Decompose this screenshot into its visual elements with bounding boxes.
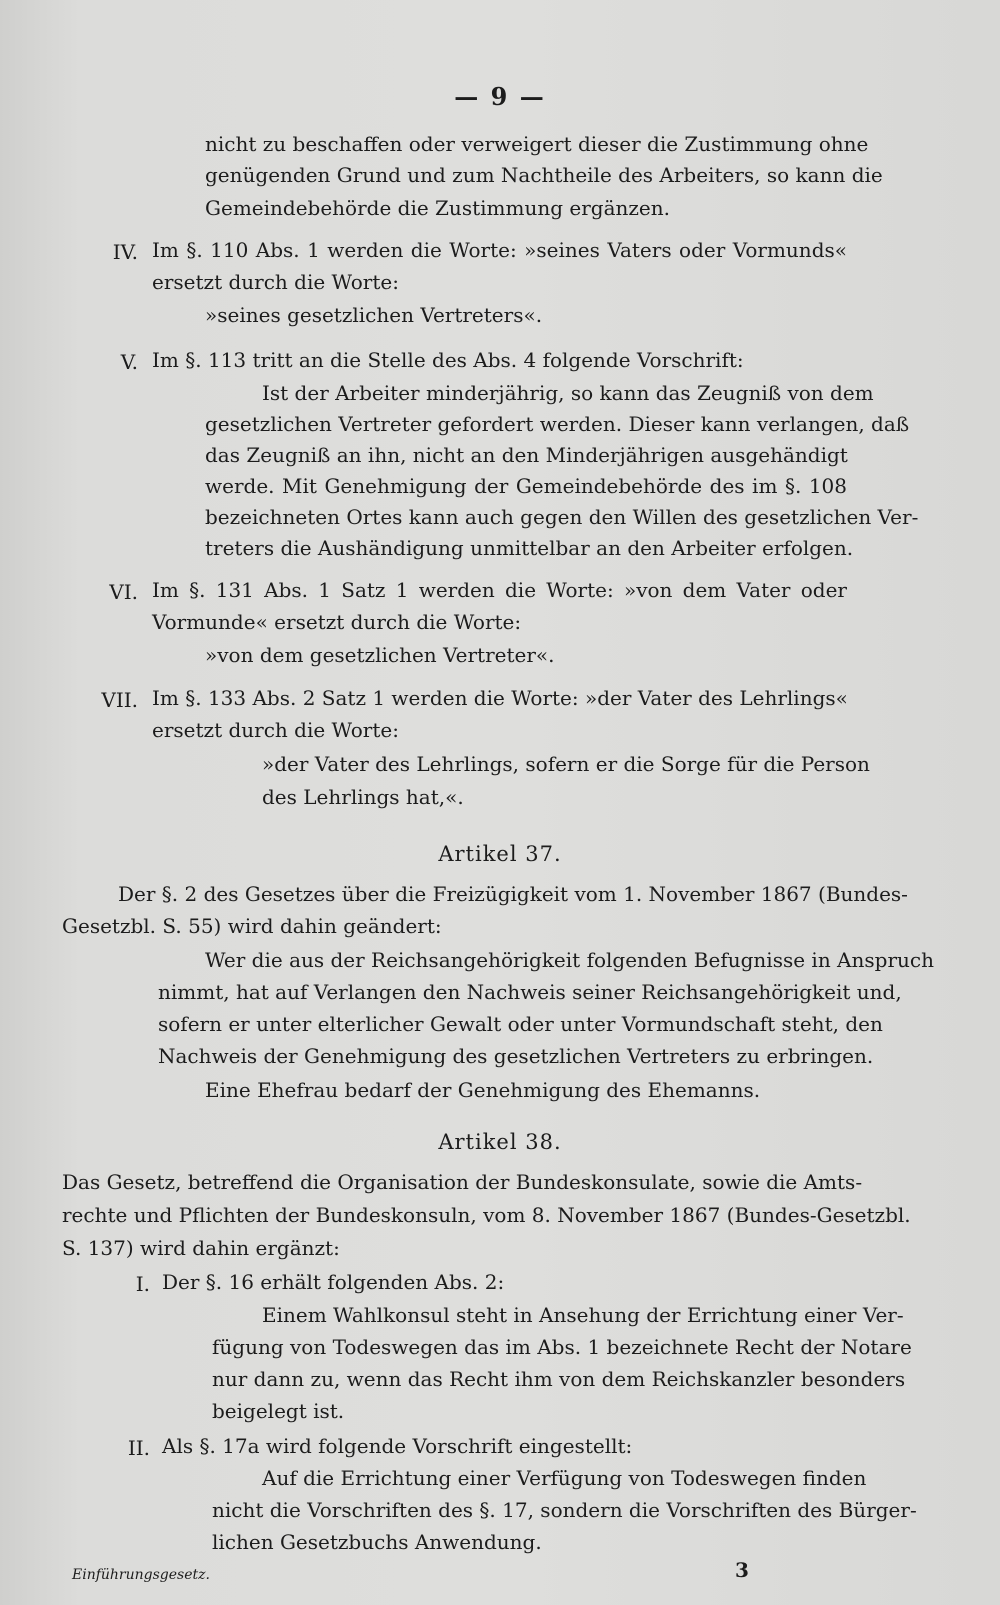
text-line: genügenden Grund und zum Nachtheile des Arbeiters, so kann die — [205, 163, 883, 187]
text-line: ersetzt durch die Worte: — [152, 718, 399, 742]
roman-numeral: II. — [127, 1436, 150, 1460]
text-line: S. 137) wird dahin ergänzt: — [62, 1236, 340, 1260]
text-line: das Zeugniß an ihn, nicht an den Minderjährigen ausgehändigt — [205, 443, 848, 467]
text-line: sofern er unter elterlicher Gewalt oder unter Vormundschaft steht, den — [158, 1012, 883, 1036]
footer-sheet-number: 3 — [735, 1558, 749, 1582]
text-line: nicht die Vorschriften des §. 17, sondern die Vorschriften des Bürger- — [212, 1498, 917, 1522]
text-line: Im §. 113 tritt an die Stelle des Abs. 4 folgende Vorschrift: — [152, 348, 744, 372]
text-line: des Lehrlings hat,«. — [262, 785, 464, 809]
text-line: ersetzt durch die Worte: — [152, 270, 399, 294]
roman-numeral: I. — [135, 1272, 150, 1296]
text-line: gesetzlichen Vertreter gefordert werden. Dieser kann verlangen, daß — [205, 412, 910, 436]
article-heading: Artikel 37. — [438, 842, 562, 866]
text-line: treters die Aushändigung unmittelbar an den Arbeiter erfolgen. — [205, 536, 854, 560]
roman-numeral: VI. — [109, 580, 138, 604]
text-line: nur dann zu, wenn das Recht ihm von dem Reichskanzler besonders — [212, 1367, 906, 1391]
text-line: werde. Mit Genehmigung der Gemeindebehörde des im §. 108 — [205, 474, 847, 498]
page-number: — 9 — — [454, 82, 546, 111]
text-line: Wer die aus der Reichsangehörigkeit folgenden Befugnisse in Anspruch — [205, 948, 934, 972]
text-line: rechte und Pflichten der Bundeskonsuln, vom 8. November 1867 (Bundes-Gesetzbl. — [62, 1203, 911, 1227]
text-line: Nachweis der Genehmigung des gesetzlichen Vertreters zu erbringen. — [158, 1044, 874, 1068]
roman-numeral: IV. — [112, 240, 138, 264]
text-line: Eine Ehefrau bedarf der Genehmigung des Ehemanns. — [205, 1078, 761, 1102]
text-line: bezeichneten Ortes kann auch gegen den Willen des gesetzlichen Ver- — [205, 505, 919, 529]
text-line: fügung von Todeswegen das im Abs. 1 bezeichnete Recht der Notare — [212, 1335, 912, 1359]
text-line: Der §. 2 des Gesetzes über die Freizügigkeit vom 1. November 1867 (Bundes- — [118, 882, 908, 906]
text-line: Als §. 17a wird folgende Vorschrift eingestellt: — [162, 1434, 633, 1458]
text-line: »der Vater des Lehrlings, sofern er die Sorge für die Person — [262, 752, 870, 776]
text-line: lichen Gesetzbuchs Anwendung. — [212, 1530, 542, 1554]
text-line: Der §. 16 erhält folgenden Abs. 2: — [162, 1270, 505, 1294]
text-line: Im §. 133 Abs. 2 Satz 1 werden die Worte: »der Vater des Lehrlings« — [152, 686, 848, 710]
text-line: Einem Wahlkonsul steht in Ansehung der Errichtung einer Ver- — [262, 1303, 904, 1327]
text-line: Vormunde« ersetzt durch die Worte: — [152, 610, 522, 634]
article-heading: Artikel 38. — [438, 1130, 562, 1154]
roman-numeral: VII. — [101, 688, 138, 712]
roman-numeral: V. — [120, 350, 138, 374]
text-line: Ist der Arbeiter minderjährig, so kann das Zeugniß von dem — [262, 381, 874, 405]
text-line: Auf die Errichtung einer Verfügung von Todeswegen finden — [262, 1466, 867, 1490]
text-line: Im §. 131 Abs. 1 Satz 1 werden die Worte: »von dem Vater oder — [152, 578, 847, 602]
text-line: »seines gesetzlichen Vertreters«. — [205, 303, 543, 327]
text-line: Im §. 110 Abs. 1 werden die Worte: »seines Vaters oder Vormunds« — [152, 238, 847, 262]
text-line: »von dem gesetzlichen Vertreter«. — [205, 643, 555, 667]
text-line: Das Gesetz, betreffend die Organisation der Bundeskonsulate, sowie die Amts- — [62, 1170, 863, 1194]
text-line: nicht zu beschaffen oder verweigert dieser die Zustimmung ohne — [205, 132, 869, 156]
text-line: beigelegt ist. — [212, 1399, 345, 1423]
text-line: Gemeindebehörde die Zustimmung ergänzen. — [205, 196, 670, 220]
text-line: nimmt, hat auf Verlangen den Nachweis seiner Reichsangehörigkeit und, — [158, 980, 902, 1004]
footer-signature: Einführungsgesetz. — [72, 1567, 210, 1583]
text-line: Gesetzbl. S. 55) wird dahin geändert: — [62, 914, 442, 938]
